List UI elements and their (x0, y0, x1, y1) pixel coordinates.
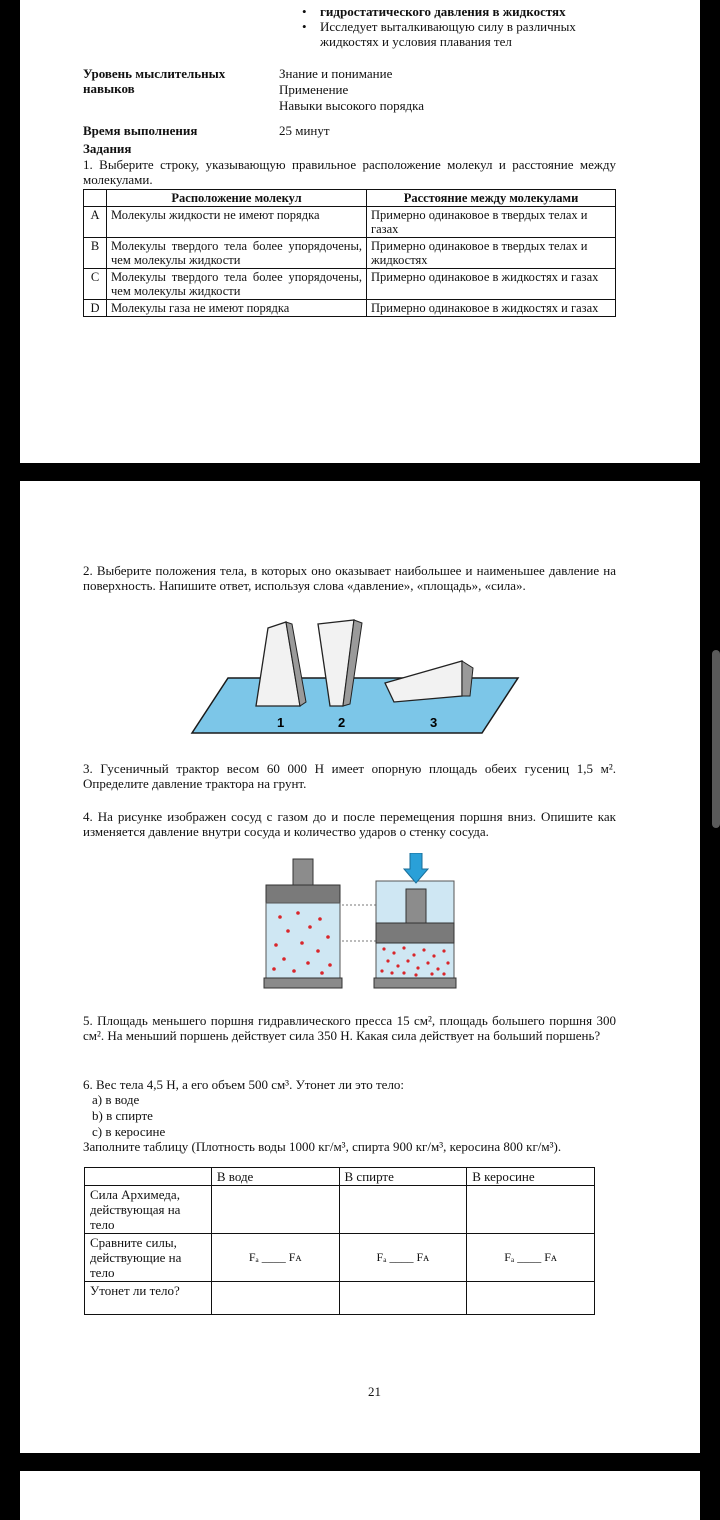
levels-value-1: Знание и понимание (279, 66, 393, 81)
vessel-before-base (264, 978, 342, 988)
row-label: Сравните силы, действующие на тело (85, 1234, 212, 1282)
row-arrangement: Молекулы твердого тела более упорядочены, чем молекулы жидкости (107, 269, 367, 300)
row-arrangement: Молекулы жидкости не имеют порядка (107, 207, 367, 238)
row-label: Сила Архимеда, действующая на тело (85, 1186, 212, 1234)
table-row (84, 207, 616, 238)
vessel-after-base (374, 978, 456, 988)
option-c: c) в керосине (92, 1124, 166, 1139)
levels-label: Уровень мыслительных навыков (83, 66, 226, 96)
compare-cell[interactable]: Fₐ ____ Fᴀ (339, 1234, 467, 1282)
table-row (85, 1186, 595, 1234)
piston-before (266, 885, 340, 903)
levels-value-2: Применение (279, 82, 349, 97)
question-6-table (84, 1167, 595, 1315)
table-row (85, 1282, 595, 1315)
row-letter: A (84, 207, 107, 238)
question-4-text: 4. На рисунке изображен сосуд с газом до и после перемещения поршня вниз. Опишите как изменяется давление внутри сосуда и количество ударов о стенку сосуда. (83, 809, 616, 839)
table-header-row (85, 1168, 595, 1186)
question-2-text: 2. Выберите положения тела, в которых оно оказывает наибольшее и наименьшее давление на поверхность. Напишите ответ, используя слова «давление», «площадь», «сила». (83, 563, 616, 593)
figure-label-2: 2 (338, 715, 346, 730)
row-distance: Примерно одинаковое в жидкостях и газах (367, 269, 616, 300)
question-1-text: 1. Выберите строку, указывающую правильное расположение молекул и расстояние между молекулами. (83, 157, 616, 187)
objectives-list (302, 4, 622, 49)
table-row (85, 1234, 595, 1282)
answer-cell[interactable] (467, 1282, 595, 1315)
scrollbar-thumb[interactable] (712, 650, 720, 828)
vessel-before (266, 903, 340, 978)
levels-value-3: Навыки высокого порядка (279, 98, 425, 113)
column-header: Расположение молекул (107, 190, 367, 207)
question-3-text: 3. Гусеничный трактор весом 60 000 Н имеет опорную площадь обеих гусениц 1,5 м². Определите давление трактора на грунт. (83, 761, 616, 791)
column-header: В керосине (467, 1168, 595, 1186)
answer-cell[interactable] (339, 1282, 467, 1315)
option-a: a) в воде (92, 1092, 140, 1107)
pressure-bodies-figure (190, 616, 520, 741)
compare-cell[interactable]: Fₐ ____ Fᴀ (211, 1234, 339, 1282)
tasks-heading: Задания (83, 141, 132, 156)
table-row (84, 269, 616, 300)
row-arrangement: Молекулы твердого тела более упорядочены, чем молекулы жидкости (107, 238, 367, 269)
answer-cell[interactable] (339, 1186, 467, 1234)
document-page-2 (20, 481, 700, 1453)
option-b: b) в спирте (92, 1108, 153, 1123)
answer-cell[interactable] (211, 1186, 339, 1234)
row-letter: B (84, 238, 107, 269)
row-letter: C (84, 269, 107, 300)
time-label: Время выполнения (83, 123, 198, 138)
time-value: 25 минут (279, 123, 330, 138)
table-row (84, 238, 616, 269)
column-header: В воде (211, 1168, 339, 1186)
table-row (84, 300, 616, 317)
row-distance: Примерно одинаковое в твердых телах и жидкостях (367, 238, 616, 269)
row-label: Утонет ли тело? (85, 1282, 212, 1315)
page-number: 21 (368, 1384, 381, 1399)
row-letter: D (84, 300, 107, 317)
objective-item: • гидростатического давления в жидкостях (302, 4, 566, 19)
piston-after (376, 923, 454, 943)
row-arrangement: Молекулы газа не имеют порядка (107, 300, 367, 317)
figure-label-1: 1 (277, 715, 285, 730)
down-arrow-icon (404, 853, 428, 883)
question-1-table (83, 189, 616, 317)
question-5-text: 5. Площадь меньшего поршня гидравлического пресса 15 см², площадь большего поршня 300 см². На меньший поршень действует сила 350 Н. Какая сила действует на больший поршень? (83, 1013, 616, 1043)
answer-cell[interactable] (211, 1282, 339, 1315)
objective-item: • Исследует выталкивающую силу в различных жидкостях и условия плавания тел (302, 19, 576, 49)
answer-cell[interactable] (467, 1186, 595, 1234)
figure-label-3: 3 (430, 715, 438, 730)
fill-table-instruction: Заполните таблицу (Плотность воды 1000 кг/м³, спирта 900 кг/м³, керосина 800 кг/м³). (83, 1139, 562, 1154)
question-6-text: 6. Вес тела 4,5 Н, а его объем 500 см³. Утонет ли это тело: (83, 1077, 405, 1092)
document-page-1 (20, 0, 700, 463)
column-header: В спирте (339, 1168, 467, 1186)
table-header-row (84, 190, 616, 207)
row-distance: Примерно одинаковое в твердых телах и газах (367, 207, 616, 238)
body-position-3 (385, 661, 462, 702)
piston-vessel-figure (258, 853, 463, 991)
compare-cell[interactable]: Fₐ ____ Fᴀ (467, 1234, 595, 1282)
piston-rod-after (406, 889, 426, 923)
piston-rod-before (293, 859, 313, 887)
column-header: Расстояние между молекулами (367, 190, 616, 207)
document-page-3 (20, 1471, 700, 1520)
row-distance: Примерно одинаковое в жидкостях и газах (367, 300, 616, 317)
